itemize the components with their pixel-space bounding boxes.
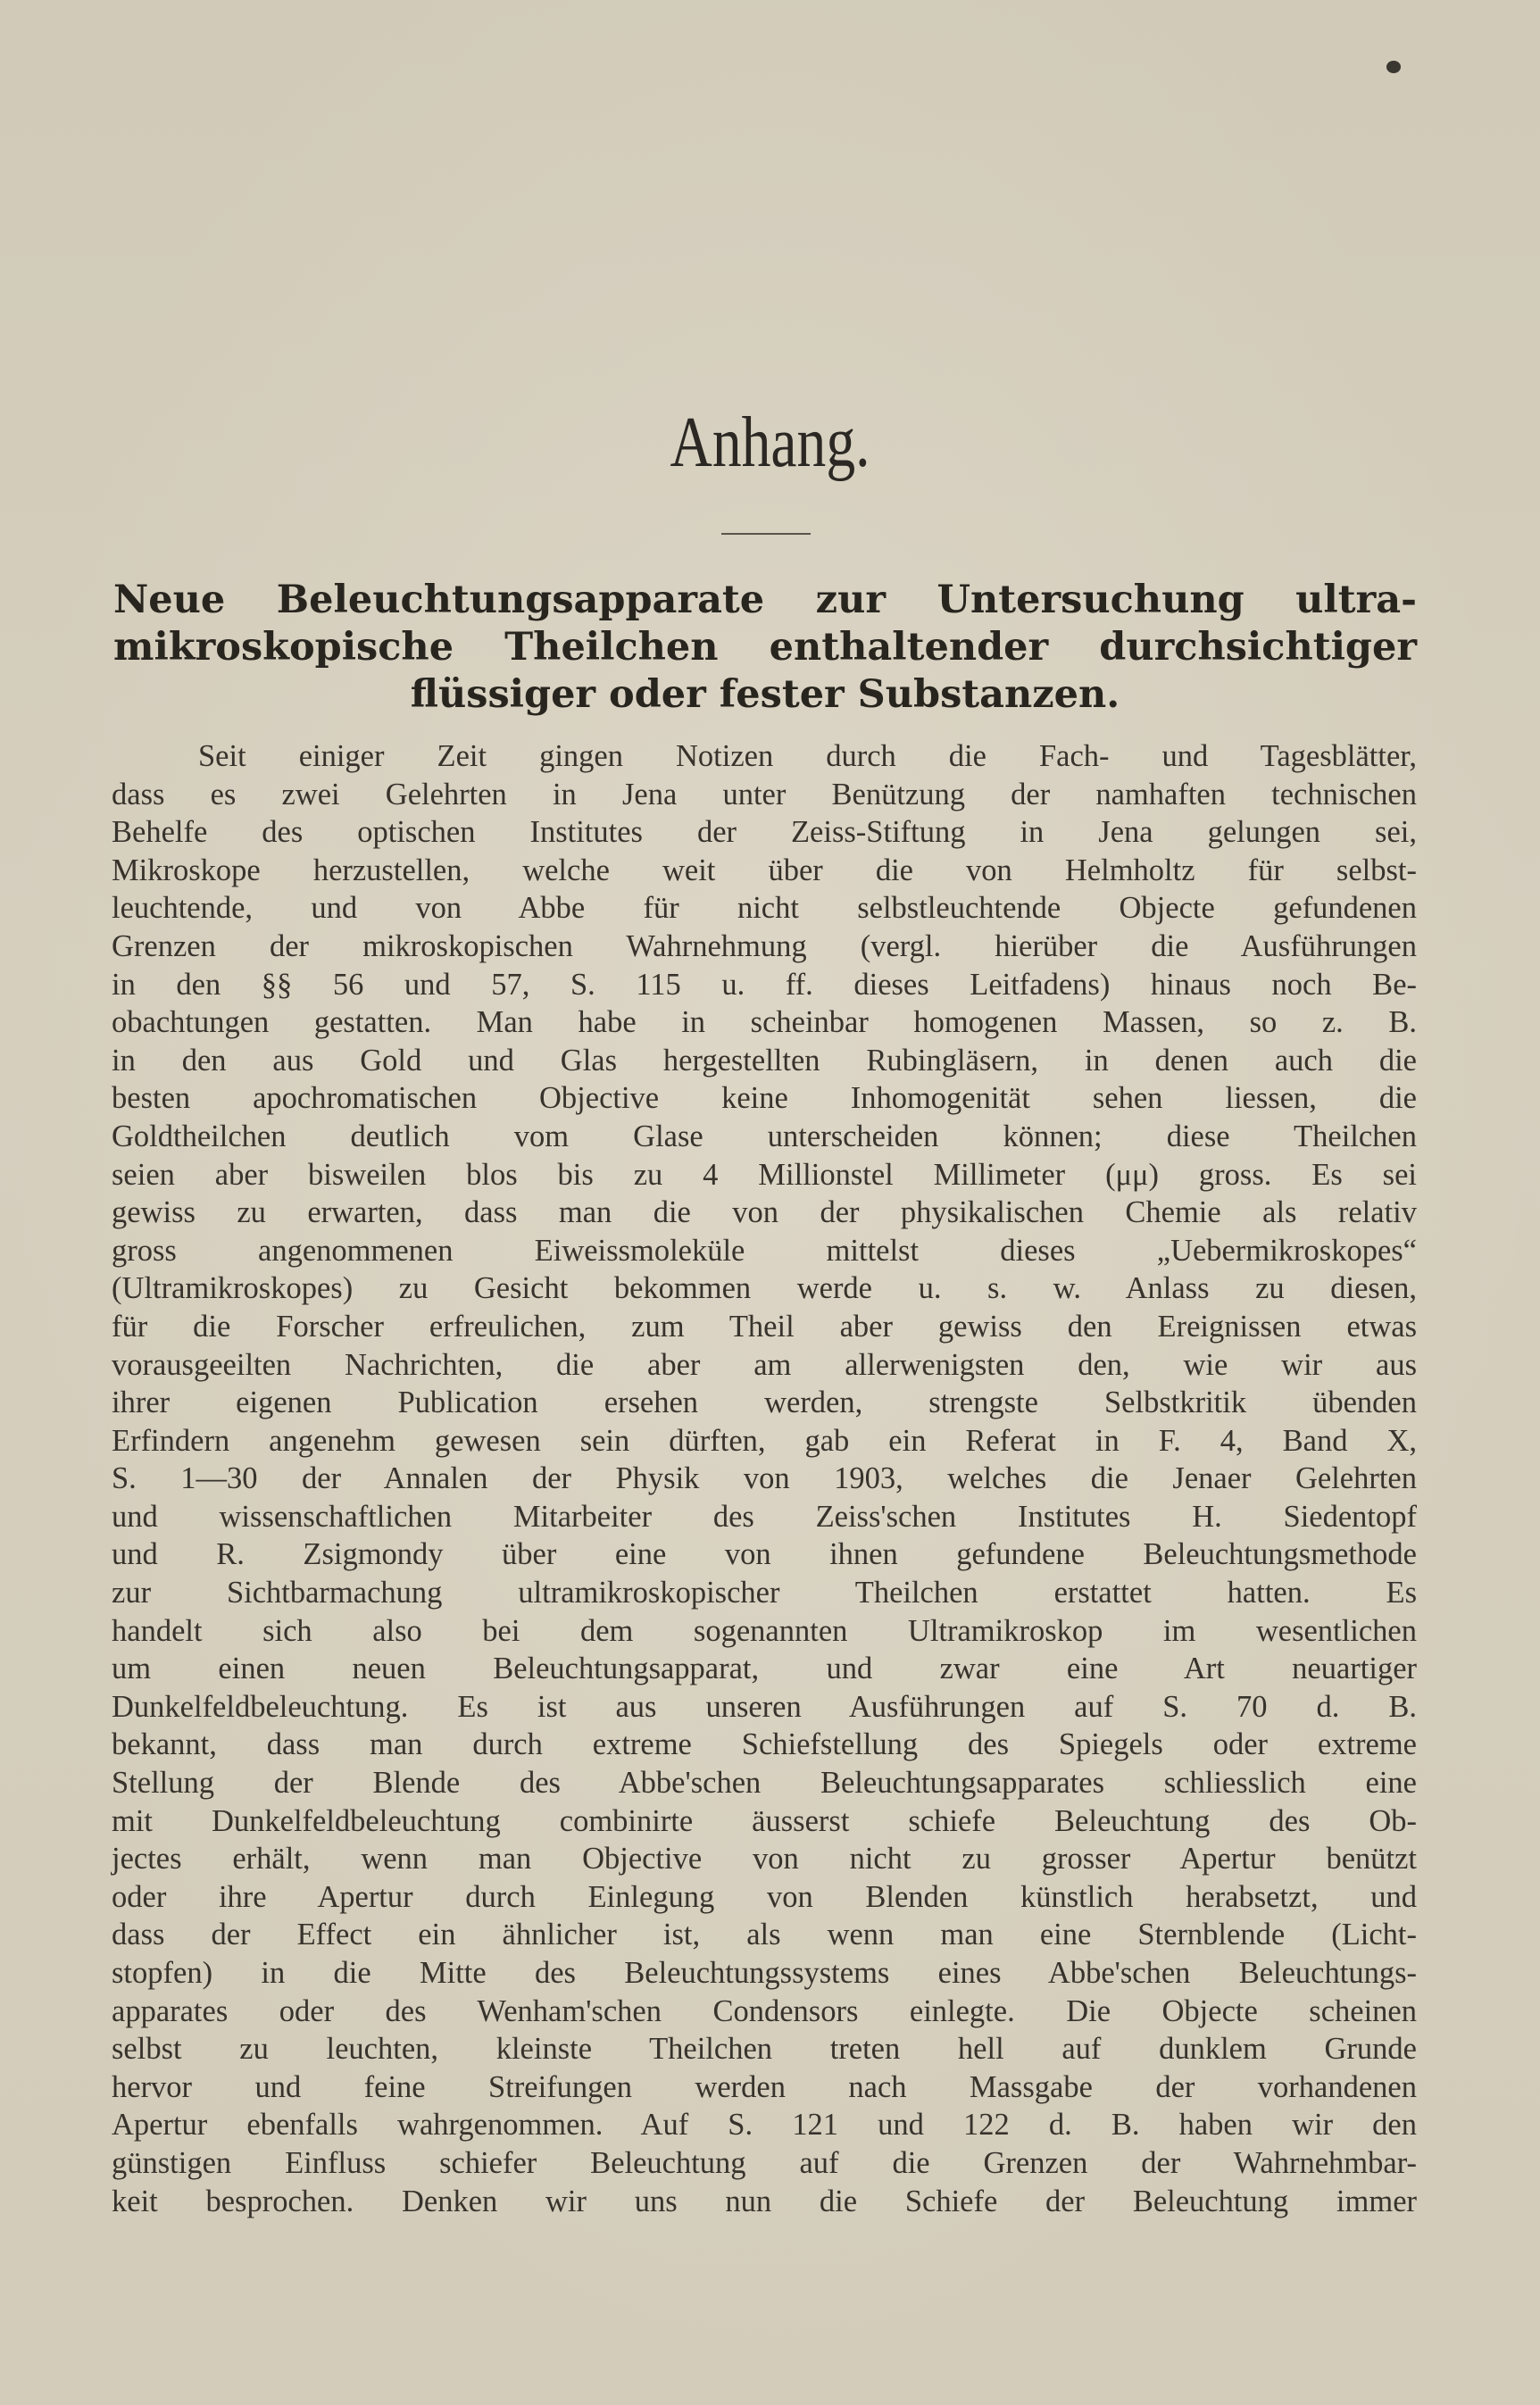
text-line: handelt sich also bei dem sogenannten Ultramikroskop im wesentlichen — [112, 1613, 1417, 1648]
text-line: Behelfe des optischen Institutes der Zeiss-Stiftung in Jena gelungen sei, — [112, 815, 1417, 850]
text-line: gewiss zu erwarten, dass man die von der physikalischen Chemie als relativ — [112, 1195, 1417, 1230]
ink-spot — [1386, 61, 1401, 73]
heading-line: flüssiger oder fester Substanzen. — [410, 672, 1120, 717]
heading-line: mikroskopische Theilchen enthaltender durchsichtiger — [113, 625, 1417, 670]
text-line: Seit einiger Zeit gingen Notizen durch die Fach- und Tagesblätter, — [198, 739, 1417, 773]
text-line: oder ihre Apertur durch Einlegung von Blenden künstlich herabsetzt, und — [112, 1879, 1417, 1914]
text-line: in den §§ 56 und 57, S. 115 u. ff. dieses Leitfadens) hinaus noch Be- — [112, 967, 1417, 1002]
text-line: stopfen) in die Mitte des Beleuchtungssystems eines Abbe'schen Beleuchtungs- — [112, 1956, 1417, 1990]
text-line: (Ultramikroskopes) zu Gesicht bekommen werde u. s. w. Anlass zu diesen, — [112, 1271, 1417, 1306]
text-line: Grenzen der mikroskopischen Wahrnehmung (vergl. hierüber die Ausführungen — [112, 928, 1417, 963]
text-line: jectes erhält, wenn man Objective von nicht zu grosser Apertur benützt — [112, 1842, 1417, 1877]
text-line: hervor und feine Streifungen werden nach Massgabe der vorhandenen — [112, 2069, 1417, 2104]
text-line: in den aus Gold und Glas hergestellten Rubingläsern, in denen auch die — [112, 1043, 1417, 1078]
text-line: mit Dunkelfeldbeleuchtung combinirte äusserst schiefe Beleuchtung des Ob- — [112, 1803, 1417, 1838]
text-line: Apertur ebenfalls wahrgenommen. Auf S. 121 und 122 d. B. haben wir den — [112, 2108, 1417, 2143]
text-line: bekannt, dass man durch extreme Schiefstellung des Spiegels oder extreme — [112, 1727, 1417, 1762]
text-line: Stellung der Blende des Abbe'schen Beleuchtungsapparates schliesslich eine — [112, 1766, 1417, 1801]
text-line: ihrer eigenen Publication ersehen werden, strengste Selbstkritik übenden — [112, 1386, 1417, 1420]
heading-line: Neue Beleuchtungsapparate zur Untersuchung ultra- — [113, 578, 1417, 622]
body-text — [112, 737, 1417, 2220]
text-line: Erfindern angenehm gewesen sein dürften, gab ein Referat in F. 4, Band X, — [112, 1423, 1417, 1458]
text-line: leuchtende, und von Abbe für nicht selbstleuchtende Objecte gefundenen — [112, 891, 1417, 926]
text-line: Dunkelfeldbeleuchtung. Es ist aus unseren Ausführungen auf S. 70 d. B. — [112, 1689, 1417, 1724]
text-line: selbst zu leuchten, kleinste Theilchen treten hell auf dunklem Grunde — [112, 2032, 1417, 2067]
text-line: für die Forscher erfreulichen, zum Theil aber gewiss den Ereignissen etwas — [112, 1309, 1417, 1344]
text-line: um einen neuen Beleuchtungsapparat, und zwar eine Art neuartiger — [112, 1652, 1417, 1686]
text-line: dass es zwei Gelehrten in Jena unter Benützung der namhaften technischen — [112, 777, 1417, 811]
text-line: keit besprochen. Denken wir uns nun die Schiefe der Beleuchtung immer — [112, 2184, 1417, 2218]
text-line: Mikroskope herzustellen, welche weit über die von Helmholtz für selbst- — [112, 853, 1417, 887]
text-line: gross angenommenen Eiweissmoleküle mittelst dieses „Uebermikroskopes“ — [112, 1233, 1417, 1268]
text-line: zur Sichtbarmachung ultramikroskopischer Theilchen erstattet hatten. Es — [112, 1576, 1417, 1610]
text-line: S. 1—30 der Annalen der Physik von 1903, welches die Jenaer Gelehrten — [112, 1461, 1417, 1496]
text-line: seien aber bisweilen blos bis zu 4 Millionstel Millimeter (μμ) gross. Es sei — [112, 1157, 1417, 1192]
text-line: apparates oder des Wenham'schen Condensors einlegte. Die Objecte scheinen — [112, 1993, 1417, 2028]
text-line: dass der Effect ein ähnlicher ist, als wenn man eine Sternblende (Licht- — [112, 1918, 1417, 1952]
text-line: vorausgeeilten Nachrichten, die aber am allerwenigsten den, wie wir aus — [112, 1347, 1417, 1382]
text-line: Goldtheilchen deutlich vom Glase unterscheiden können; diese Theilchen — [112, 1119, 1417, 1153]
article-heading — [113, 577, 1417, 719]
text-line: und R. Zsigmondy über eine von ihnen gefundene Beleuchtungsmethode — [112, 1537, 1417, 1572]
text-line: besten apochromatischen Objective keine Inhomogenität sehen liessen, die — [112, 1081, 1417, 1116]
text-line: und wissenschaftlichen Mitarbeiter des Zeiss'schen Institutes H. Siedentopf — [112, 1499, 1417, 1534]
text-line: günstigen Einfluss schiefer Beleuchtung auf die Grenzen der Wahrnehmbar- — [112, 2145, 1417, 2180]
section-title: Anhang. — [670, 404, 870, 482]
text-line: obachtungen gestatten. Man habe in scheinbar homogenen Massen, so z. B. — [112, 1005, 1417, 1040]
title-divider — [721, 533, 811, 535]
